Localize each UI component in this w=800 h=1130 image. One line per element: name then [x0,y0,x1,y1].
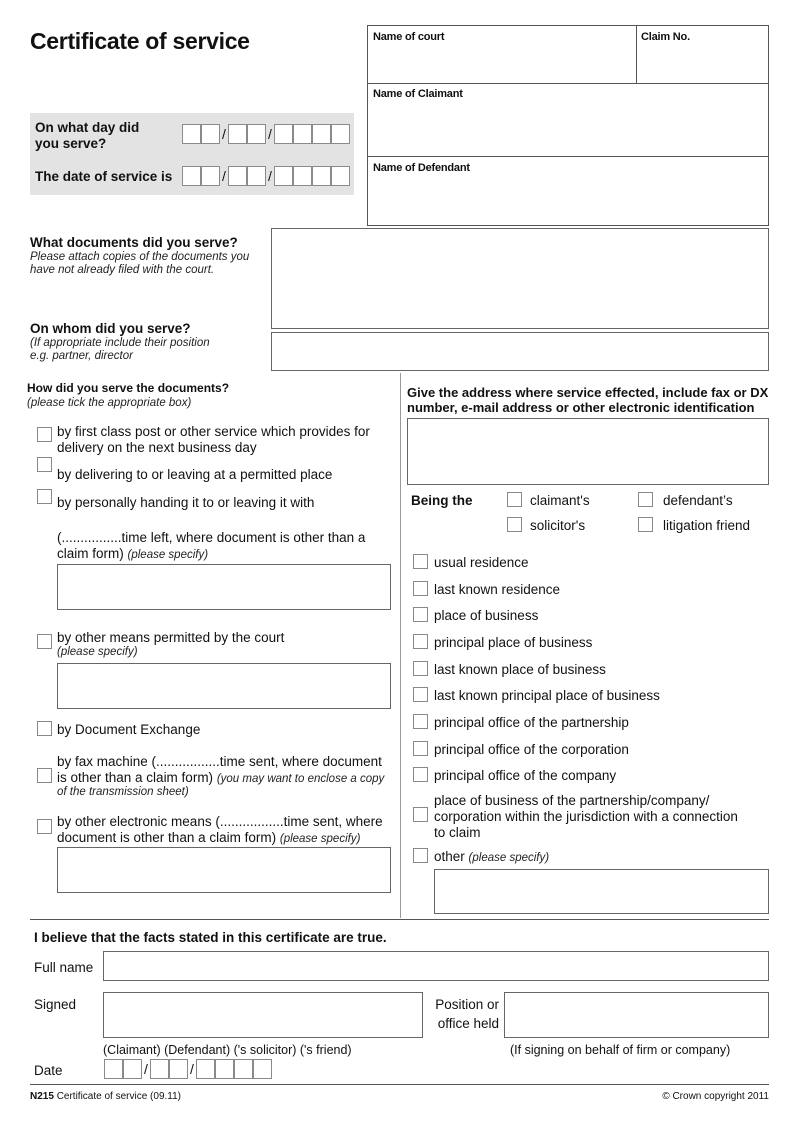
last-known-place-of-business-label: last known place of business [434,662,606,677]
name-of-claimant-label: Name of Claimant [373,88,463,100]
statement-divider [30,919,769,920]
first-class-line2: delivery on the next business day [57,440,257,455]
time-left-label [57,530,365,562]
whom-question: On whom did you serve? [30,321,191,336]
service-year-y4[interactable] [331,166,350,186]
date-slash: / [222,168,226,184]
fax-hint-line1: (you may want to enclose a copy [216,773,385,785]
fax-line2: is other than a claim form) [57,770,214,785]
solicitors-checkbox[interactable] [507,517,522,532]
served-year-y1[interactable] [274,124,293,144]
last-known-residence-label: last known residence [434,582,561,597]
electronic-label [57,814,383,846]
last-known-principal-place-checkbox[interactable] [413,687,428,702]
service-year-y1[interactable] [274,166,293,186]
other-means-label: by other means permitted by the court [57,630,285,645]
sign-date-d1[interactable] [104,1059,123,1079]
date-slash: / [222,126,226,142]
first-class-checkbox[interactable] [37,427,52,442]
served-year-y3[interactable] [312,124,331,144]
on-behalf-note: (If signing on behalf of firm or company) [510,1043,731,1057]
form-title: Certificate of service [30,28,250,54]
delivering-label: by delivering to or leaving at a permitted place [57,467,333,482]
name-of-court-label: Name of court [373,31,445,43]
solicitors-label: solicitor's [530,518,586,533]
electronic-hint: (please specify) [279,833,361,845]
partnership-line3: to claim [434,825,481,840]
address-field[interactable] [407,418,769,485]
last-known-residence-checkbox[interactable] [413,581,428,596]
other-address-hint: (please specify) [468,852,550,864]
partnership-jurisdiction-label [434,793,738,841]
served-month-m2[interactable] [247,124,266,144]
full-name-field[interactable] [103,951,769,981]
whom-field[interactable] [271,332,769,371]
principal-office-company-label: principal office of the company [434,768,617,783]
served-month-m1[interactable] [228,124,247,144]
name-of-court-field[interactable] [367,25,635,82]
position-label [433,997,499,1032]
belief-statement: I believe that the facts stated in this certificate are true. [34,930,387,945]
document-exchange-label: by Document Exchange [57,722,201,737]
service-month-m1[interactable] [228,166,247,186]
place-of-business-label: place of business [434,608,539,623]
position-line2: office held [437,1016,499,1031]
served-day-d1[interactable] [182,124,201,144]
address-question-line1: Give the address where service effected, include fax or DX [407,385,769,400]
form-title-footer: Certificate of service (09.11) [56,1091,181,1102]
served-year-y4[interactable] [331,124,350,144]
personally-label: by personally handing it to or leaving it with [57,495,315,510]
whom-hint [30,337,210,363]
position-field[interactable] [504,992,769,1038]
service-month-m2[interactable] [247,166,266,186]
name-of-defendant-label: Name of Defendant [373,162,470,174]
time-left-line1: (................time left, where document is other than a [57,530,366,545]
fax-checkbox[interactable] [37,768,52,783]
personally-details-field[interactable] [57,564,391,610]
partnership-line1: place of business of the partnership/company/ [434,793,710,808]
served-day-label-line1: On what day did [35,120,140,135]
electronic-details-field[interactable] [57,847,391,893]
column-divider [400,373,401,918]
how-question: How did you serve the documents? [27,381,230,395]
sign-year-y4[interactable] [253,1059,272,1079]
other-address-field[interactable] [434,869,769,914]
place-of-business-checkbox[interactable] [413,607,428,622]
footer-divider [30,1084,769,1085]
other-address-text: other [434,849,465,864]
electronic-checkbox[interactable] [37,819,52,834]
documents-hint [30,251,249,277]
served-day-label-line2: you serve? [35,136,107,151]
last-known-principal-place-label: last known principal place of business [434,688,660,703]
service-year-y3[interactable] [312,166,331,186]
principal-office-corporation-checkbox[interactable] [413,741,428,756]
claim-no-label: Claim No. [641,31,690,43]
principal-place-of-business-label: principal place of business [434,635,593,650]
electronic-line1: by other electronic means (.................time sent, where [57,814,383,829]
claim-no-field[interactable] [636,25,769,82]
address-question-line2: number, e-mail address or other electronic identification [407,400,755,415]
served-year-y2[interactable] [293,124,312,144]
fax-line1: by fax machine (.................time sent, where document [57,754,382,769]
date-slash: / [268,168,272,184]
address-question [407,385,768,415]
sign-year-y3[interactable] [234,1059,253,1079]
date-slash: / [190,1061,194,1077]
service-year-y2[interactable] [293,166,312,186]
how-hint: (please tick the appropriate box) [27,397,192,409]
sign-month-m1[interactable] [150,1059,169,1079]
defendants-label: defendant’s [663,493,733,508]
being-the-label: Being the [411,493,473,508]
fax-hint-line2: of the transmission sheet) [57,786,189,798]
date-slash: / [268,126,272,142]
copyright: © Crown copyright 2011 [662,1091,769,1102]
claimants-label: claimant's [530,493,590,508]
document-exchange-checkbox[interactable] [37,721,52,736]
principal-place-of-business-checkbox[interactable] [413,634,428,649]
usual-residence-checkbox[interactable] [413,554,428,569]
name-of-claimant-field[interactable] [367,82,769,130]
sign-date-d2[interactable] [123,1059,142,1079]
first-class-line1: by first class post or other service which provides for [57,424,370,439]
whom-hint-line2: e.g. partner, director [30,350,133,362]
usual-residence-label: usual residence [434,555,529,570]
other-address-checkbox[interactable] [413,848,428,863]
served-day-d2[interactable] [201,124,220,144]
partnership-jurisdiction-checkbox[interactable] [413,807,428,822]
sign-year-y1[interactable] [196,1059,215,1079]
documents-field[interactable] [271,228,769,329]
service-date-d2[interactable] [201,166,220,186]
other-address-label [434,849,549,865]
service-date-d1[interactable] [182,166,201,186]
service-date-panel [30,113,354,195]
date-label: Date [34,1063,63,1078]
other-means-field[interactable] [57,663,391,709]
signer-roles: (Claimant) (Defendant) ('s solicitor) ('s friend) [103,1043,352,1057]
fax-label [57,754,384,786]
served-day-label [35,120,139,152]
principal-office-partnership-checkbox[interactable] [413,714,428,729]
date-of-service-label: The date of service is [35,169,173,184]
claimants-checkbox[interactable] [507,492,522,507]
litigation-friend-label: litigation friend [663,518,751,533]
delivering-checkbox[interactable] [37,457,52,472]
form-reference [30,1091,181,1102]
sign-month-m2[interactable] [169,1059,188,1079]
principal-office-company-checkbox[interactable] [413,767,428,782]
other-means-checkbox[interactable] [37,634,52,649]
time-left-hint: (please specify) [127,549,209,561]
principal-office-partnership-label: principal office of the partnership [434,715,629,730]
last-known-place-of-business-checkbox[interactable] [413,661,428,676]
other-means-hint: (please specify) [57,646,138,658]
documents-question: What documents did you serve? [30,235,238,250]
litigation-friend-checkbox[interactable] [638,517,653,532]
personally-checkbox[interactable] [37,489,52,504]
full-name-label: Full name [34,960,94,975]
documents-hint-line1: Please attach copies of the documents you [30,251,250,263]
signed-label: Signed [34,997,77,1012]
name-of-defendant-field[interactable] [367,156,769,226]
principal-office-corporation-label: principal office of the corporation [434,742,629,757]
first-class-label [57,424,370,456]
time-left-line2: claim form) [57,546,124,561]
date-slash: / [144,1061,148,1077]
sign-year-y2[interactable] [215,1059,234,1079]
signature-field[interactable] [103,992,423,1038]
whom-hint-line1: (If appropriate include their position [30,337,210,349]
electronic-line2: document is other than a claim form) [57,830,277,845]
form-code: N215 [30,1091,54,1102]
position-line1: Position or [435,997,499,1012]
documents-hint-line2: have not already filed with the court. [30,264,215,276]
partnership-line2: corporation within the jurisdiction with a connection [434,809,738,824]
defendants-checkbox[interactable] [638,492,653,507]
